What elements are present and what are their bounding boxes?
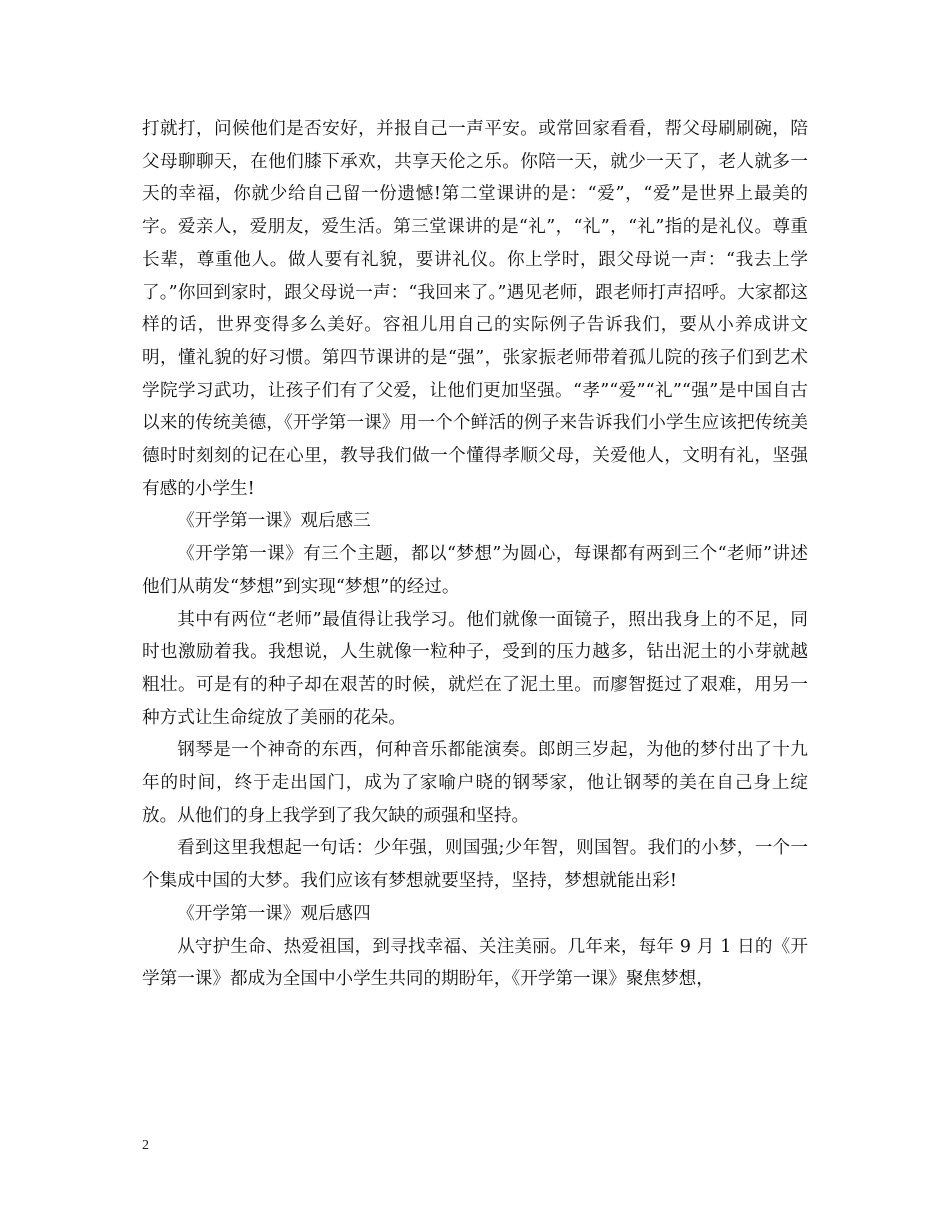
paragraph: 看到这里我想起一句话：少年强，则国强;少年智，则国智。我们的小梦，一个一个集成中国的大梦。我们应该有梦想就要坚持，坚持，梦想就能出彩! <box>142 838 808 892</box>
paragraph-continuation: 打就打，问候他们是否安好，并报自己一声平安。或常回家看看，帮父母刷刷碗，陪父母聊聊天，在他们膝下承欢，共享天伦之乐。你陪一天，就少一天了，老人就多一天的幸福，你就少给自己留一份遗憾!第二堂课讲的是：“爱”，“爱”是世界上最美的字。爱亲人，爱朋友，爱生活。第三堂课讲的是“礼”，“礼”，“礼”指的是礼仪。尊重长辈，尊重他人。做人要有礼貌，要讲礼仪。你上学时，跟父母说一声：“我去上学了。”你回到家时，跟父母说一声：“我回来了。”遇见老师，跟老师打声招呼。大家都这样的话，世界变得多么美好。容祖儿用自己的实际例子告诉我们，要从小养成讲文明，懂礼貌的好习惯。第四节课讲的是“强”，张家振老师带着孤儿院的孩子们到艺术学院学习武功，让孩子们有了父爱，让他们更加坚强。“孝”“爱”“礼”“强”是中国自古以来的传统美德，《开学第一课》用一个个鲜活的例子来告诉我们小学生应该把传统美德时时刻刻的记在心里，教导我们做一个懂得孝顺父母，关爱他人，文明有礼，坚强有感的小学生! <box>142 119 808 499</box>
section-heading-3: 《开学第一课》观后感三 <box>177 511 371 532</box>
paragraph: 《开学第一课》有三个主题，都以“梦想”为圆心，每课都有两到三个“老师”讲述他们从萌发“梦想”到实现“梦想”的经过。 <box>142 544 808 597</box>
paragraph: 钢琴是一个神奇的东西，何种音乐都能演奏。郎朗三岁起，为他的梦付出了十九年的时间，终于走出国门，成为了家喻户晓的钢琴家，他让钢琴的美在自己身上绽放。从他们的身上我学到了我欠缺的顽强和坚持。 <box>142 740 808 826</box>
page-number: 2 <box>142 1138 149 1153</box>
section-heading-4: 《开学第一课》观后感四 <box>177 903 371 924</box>
document-body <box>142 113 808 996</box>
paragraph: 其中有两位“老师”最值得让我学习。他们就像一面镜子，照出我身上的不足，同时也激励着我。我想说，人生就像一粒种子，受到的压力越多，钻出泥土的小芽就越粗壮。可是有的种子却在艰苦的时候，就烂在了泥土里。而廖智挺过了艰难，用另一种方式让生命绽放了美丽的花朵。 <box>142 609 808 728</box>
paragraph: 从守护生命、热爱祖国，到寻找幸福、关注美丽。几年来，每年 9 月 1 日的《开学第一课》都成为全国中小学生共同的期盼年，《开学第一课》聚焦梦想， <box>142 936 808 990</box>
